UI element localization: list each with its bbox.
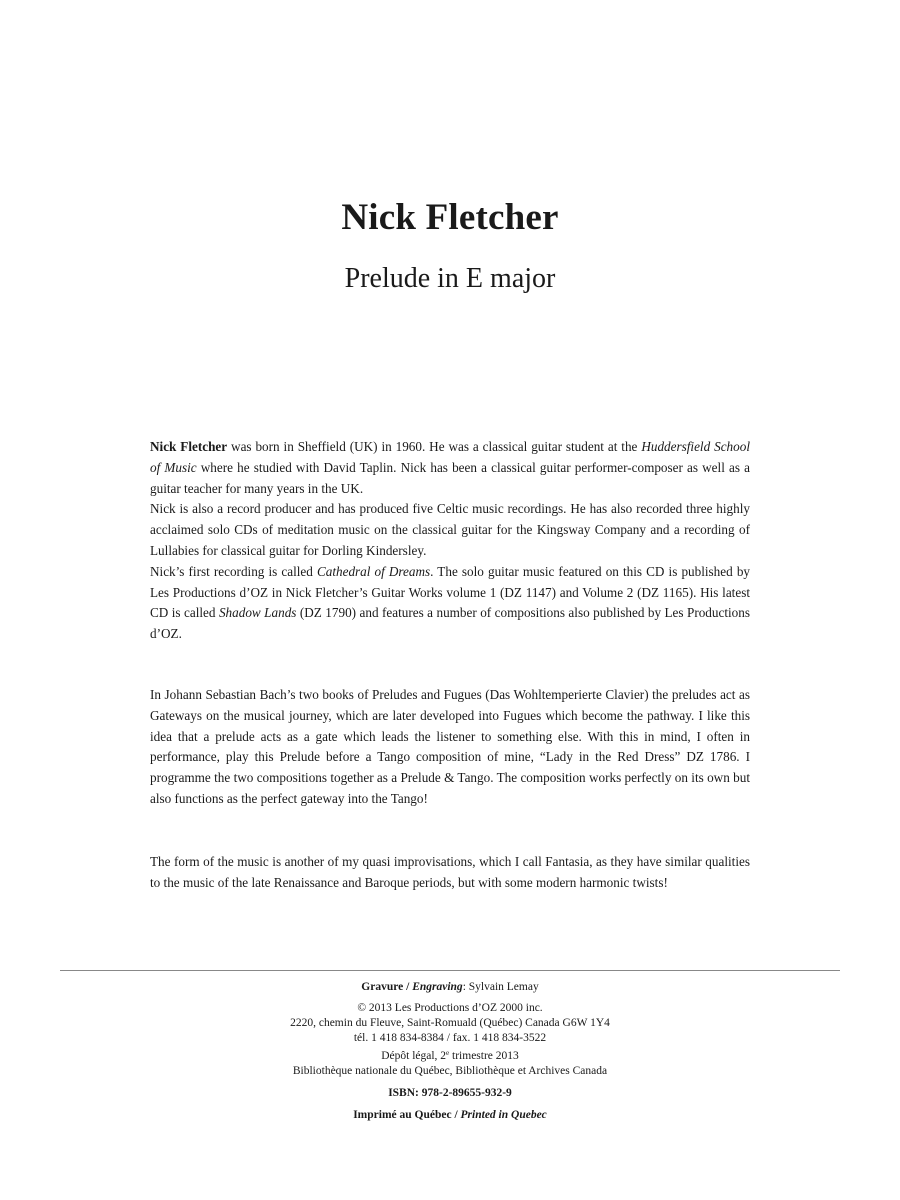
printed-fr: Imprimé au Québec / — [353, 1109, 461, 1121]
divider-rule — [60, 970, 840, 971]
bio-paragraph-2: Nick is also a record producer and has produced five Celtic music recordings. He has also recorded three highly acclaimed solo CDs of meditation music on the classical guitar for the Kingsway Company and a recording of Lullabies for classical guitar for Dorling Kindersley. — [150, 501, 750, 558]
depot-line: Dépôt légal, 2e trimestre 2013 — [381, 1049, 519, 1062]
bio-text: . The solo guitar music featured on this CD is published by Les Productions d’OZ in Nick Fletcher’s Guitar Works volume 1 (DZ 1147) and Volume 2 (DZ 1165). His latest CD is called — [150, 563, 751, 621]
composer-title: Nick Fletcher — [341, 197, 559, 238]
bio-paragraph-1 — [150, 437, 750, 499]
engraving-value: : Sylvain Lemay — [462, 981, 539, 993]
note-paragraph: The form of the music is another of my quasi improvisations, which I call Fantasia, as they have similar qualities to the music of the late Renaissance and Baroque periods, but with some modern harmonic twists! — [150, 854, 750, 890]
bio-text: (DZ 1790) and features a number of compositions also published by Les Productions d’OZ. — [150, 605, 750, 642]
school-name: Huddersfield School of Music — [150, 439, 750, 475]
address-line: 2220, chemin du Fleuve, Saint-Romuald (Québec) Canada G6W 1Y4 — [290, 1017, 610, 1029]
printed-in — [0, 1108, 900, 1123]
copyright-line: © 2013 Les Productions d’OZ 2000 inc. — [357, 1002, 543, 1014]
engraving-label-fr: Gravure / — [361, 981, 413, 993]
album-title: Cathedral of Dreams — [316, 563, 431, 579]
program-note-1 — [150, 685, 750, 810]
note-paragraph: In Johann Sebastian Bach’s two books of Preludes and Fugues (Das Wohltemperierte Clavier) the preludes act as Gateways on the musical journey, which are later developed into Fugues which become the pathway. I like this idea that a prelude acts as a gate which leads the listener to something else. With this in mind, I often in performance, play this Prelude before a Tango composition of mine, “Lady in the Red Dress” DZ 1786. I programme the two compositions together as a Prelude & Tango. The composition works perfectly on its own but also functions as the perfect gateway into the Tango! — [150, 687, 750, 806]
biography — [150, 437, 750, 645]
bio-text: was born in Sheffield (UK) in 1960. He was a classical guitar student at the — [227, 439, 642, 454]
bio-text: where he studied with David Taplin. Nick has been a classical guitar performer-composer as well as a guitar teacher for many years in the UK. — [150, 459, 750, 496]
engraving-label-en: Engraving — [412, 981, 463, 993]
bio-paragraph-3 — [150, 562, 750, 645]
phone-line: tél. 1 418 834-8384 / fax. 1 418 834-3522 — [353, 1032, 547, 1044]
bio-name: Nick Fletcher — [150, 439, 228, 454]
legal-deposit — [0, 1049, 900, 1079]
program-note-2 — [150, 852, 750, 894]
publisher-info — [0, 1001, 900, 1046]
album-title: Shadow Lands — [218, 605, 297, 621]
isbn: ISBN: 978-2-89655-932-9 — [388, 1087, 512, 1099]
printed-en: Printed in Quebec — [460, 1109, 547, 1121]
bio-text: Nick’s first recording is called — [150, 563, 317, 579]
piece-subtitle: Prelude in E major — [344, 263, 556, 294]
engraving-credit — [0, 980, 900, 995]
libraries-line: Bibliothèque nationale du Québec, Bibliothèque et Archives Canada — [292, 1065, 608, 1077]
